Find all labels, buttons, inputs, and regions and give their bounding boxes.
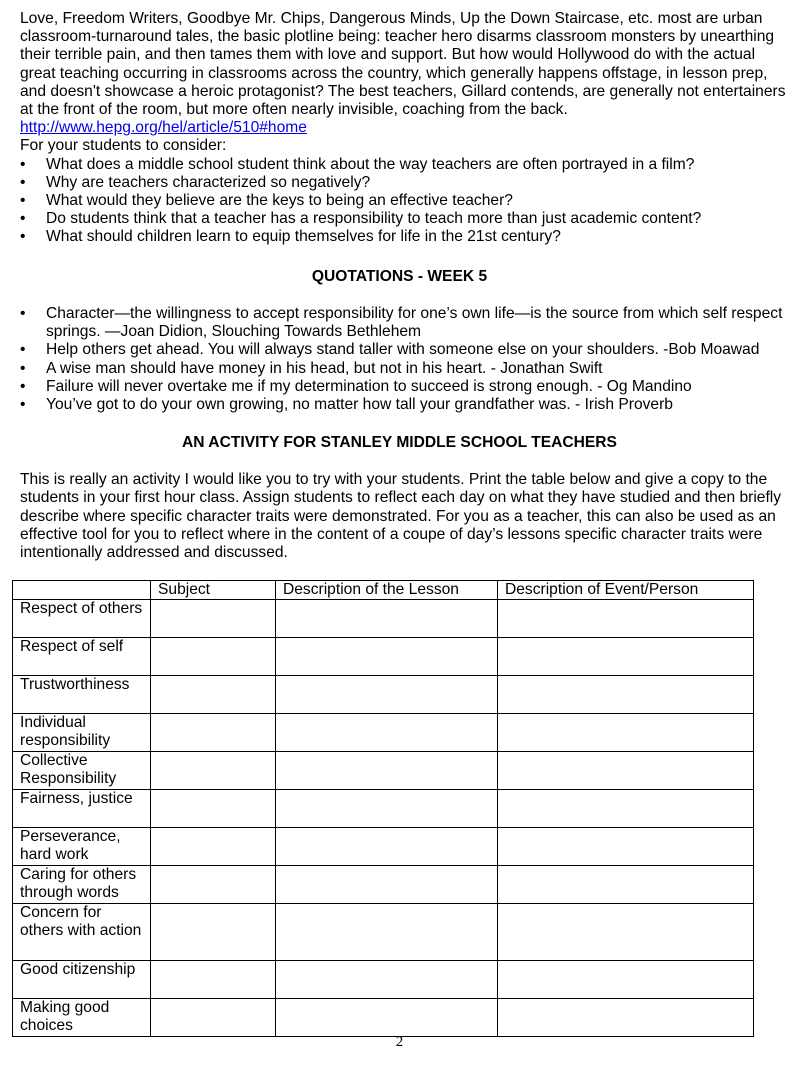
lesson-cell[interactable] [276,714,498,752]
event-cell[interactable] [498,676,754,714]
lesson-cell[interactable] [276,999,498,1037]
trait-label: Collective Responsibility [13,752,151,790]
table-row [13,676,754,714]
list-item: • What does a middle school student think about the way teachers are often portrayed in a film? [20,155,695,173]
intro-section [20,10,790,247]
trait-label: Trustworthiness [13,676,151,714]
header-cell-lesson: Description of the Lesson [276,581,498,600]
event-cell[interactable] [498,999,754,1037]
trait-label: Fairness, justice [13,790,151,828]
list-item: • Character—the willingness to accept responsibility for one’s own life—is the source from which self respect springs. —Joan Didion, Slouching Towards Bethlehem [20,305,783,341]
event-cell[interactable] [498,961,754,999]
subject-cell[interactable] [151,999,276,1037]
bullet-icon: • [20,210,26,228]
lesson-cell[interactable] [276,961,498,999]
lesson-cell[interactable] [276,828,498,866]
list-item: • Failure will never overtake me if my determination to succeed is strong enough. - Og Mandino [20,377,692,395]
bullet-icon: • [20,155,26,173]
bullet-icon: • [20,192,26,210]
list-item: • What should children learn to equip themselves for life in the 21st century? [20,228,561,246]
event-cell[interactable] [498,790,754,828]
header-cell-subject: Subject [151,581,276,600]
event-cell[interactable] [498,714,754,752]
table-header-row [13,581,754,600]
activity-heading: AN ACTIVITY FOR STANLEY MIDDLE SCHOOL TEACHERS [182,434,617,451]
quotations-heading: QUOTATIONS - WEEK 5 [311,268,488,285]
trait-label: Perseverance, hard work [13,828,151,866]
subject-cell[interactable] [151,676,276,714]
trait-label: Respect of self [13,638,151,676]
article-link[interactable]: http://www.hepg.org/hel/article/510#home [20,119,307,137]
question-list [20,156,790,247]
trait-label: Good citizenship [13,961,151,999]
bullet-icon: • [20,305,26,322]
header-cell-event: Description of Event/Person [498,581,754,600]
header-cell-trait [13,581,151,600]
activity-paragraph: This is really an activity I would like you to try with your students. Print the table below and give a copy to the students in your first hour class. Assign students to reflect each day on what they have studied and then briefly describe where specific character traits were demonstrated. For you as a teacher, this can also be used as an effective tool for you to reflect where in the content of a coupe of day’s lessons specific character traits were intentionally addressed and discussed. [20,471,782,562]
trait-label: Making good choices [13,999,151,1037]
event-cell[interactable] [498,828,754,866]
subject-cell[interactable] [151,600,276,638]
subject-cell[interactable] [151,961,276,999]
bullet-icon: • [20,359,26,377]
page-number: 2 [395,1034,404,1050]
consider-label: For your students to consider: [20,137,227,155]
subject-cell[interactable] [151,866,276,904]
lesson-cell[interactable] [276,752,498,790]
list-item: • Do students think that a teacher has a responsibility to teach more than just academic content? [20,210,702,228]
list-item: • Help others get ahead. You will always stand taller with someone else on your shoulders. -Bob Moawad [20,341,760,359]
table-row [13,752,754,790]
table-row [13,638,754,676]
character-traits-table [12,580,754,1037]
table-row [13,790,754,828]
bullet-icon: • [20,377,26,395]
bullet-icon: • [20,396,26,414]
subject-cell[interactable] [151,752,276,790]
intro-paragraph: Love, Freedom Writers, Goodbye Mr. Chips, Dangerous Minds, Up the Down Staircase, etc. most are urban classroom-turnaround tales, the basic plotline being: teacher hero disarms classroom monsters by unearthing their terrible pain, and then tames them with love and support. But how would Hollywood do with the actual great teaching occurring in classrooms across the country, which generally happens offstage, in lesson prep, and doesn't showcase a heroic protagonist? The best teachers, Gillard contends, are generally not entertainers at the front of the room, but more often nearly invisible, coaching from the back. [20,10,786,119]
trait-label: Caring for others through words [13,866,151,904]
trait-label: Concern for others with action [13,904,151,961]
list-item: • You’ve got to do your own growing, no matter how tall your grandfather was. - Irish Proverb [20,396,673,414]
lesson-cell[interactable] [276,600,498,638]
subject-cell[interactable] [151,828,276,866]
bullet-icon: • [20,341,26,359]
table-row [13,999,754,1037]
lesson-cell[interactable] [276,676,498,714]
table-row [13,600,754,638]
table-row [13,961,754,999]
event-cell[interactable] [498,752,754,790]
bullet-icon: • [20,173,26,191]
list-item: • What would they believe are the keys to being an effective teacher? [20,192,513,210]
list-item: • A wise man should have money in his head, but not in his heart. - Jonathan Swift [20,359,603,377]
trait-label: Respect of others [13,600,151,638]
event-cell[interactable] [498,638,754,676]
table-row [13,904,754,961]
event-cell[interactable] [498,904,754,961]
trait-label: Individual responsibility [13,714,151,752]
quotation-list [20,305,790,414]
subject-cell[interactable] [151,638,276,676]
bullet-icon: • [20,228,26,246]
lesson-cell[interactable] [276,904,498,961]
lesson-cell[interactable] [276,790,498,828]
subject-cell[interactable] [151,904,276,961]
subject-cell[interactable] [151,714,276,752]
list-item: • Why are teachers characterized so negatively? [20,173,371,191]
subject-cell[interactable] [151,790,276,828]
lesson-cell[interactable] [276,638,498,676]
table-row [13,866,754,904]
event-cell[interactable] [498,866,754,904]
table-row [13,828,754,866]
lesson-cell[interactable] [276,866,498,904]
event-cell[interactable] [498,600,754,638]
table-row [13,714,754,752]
